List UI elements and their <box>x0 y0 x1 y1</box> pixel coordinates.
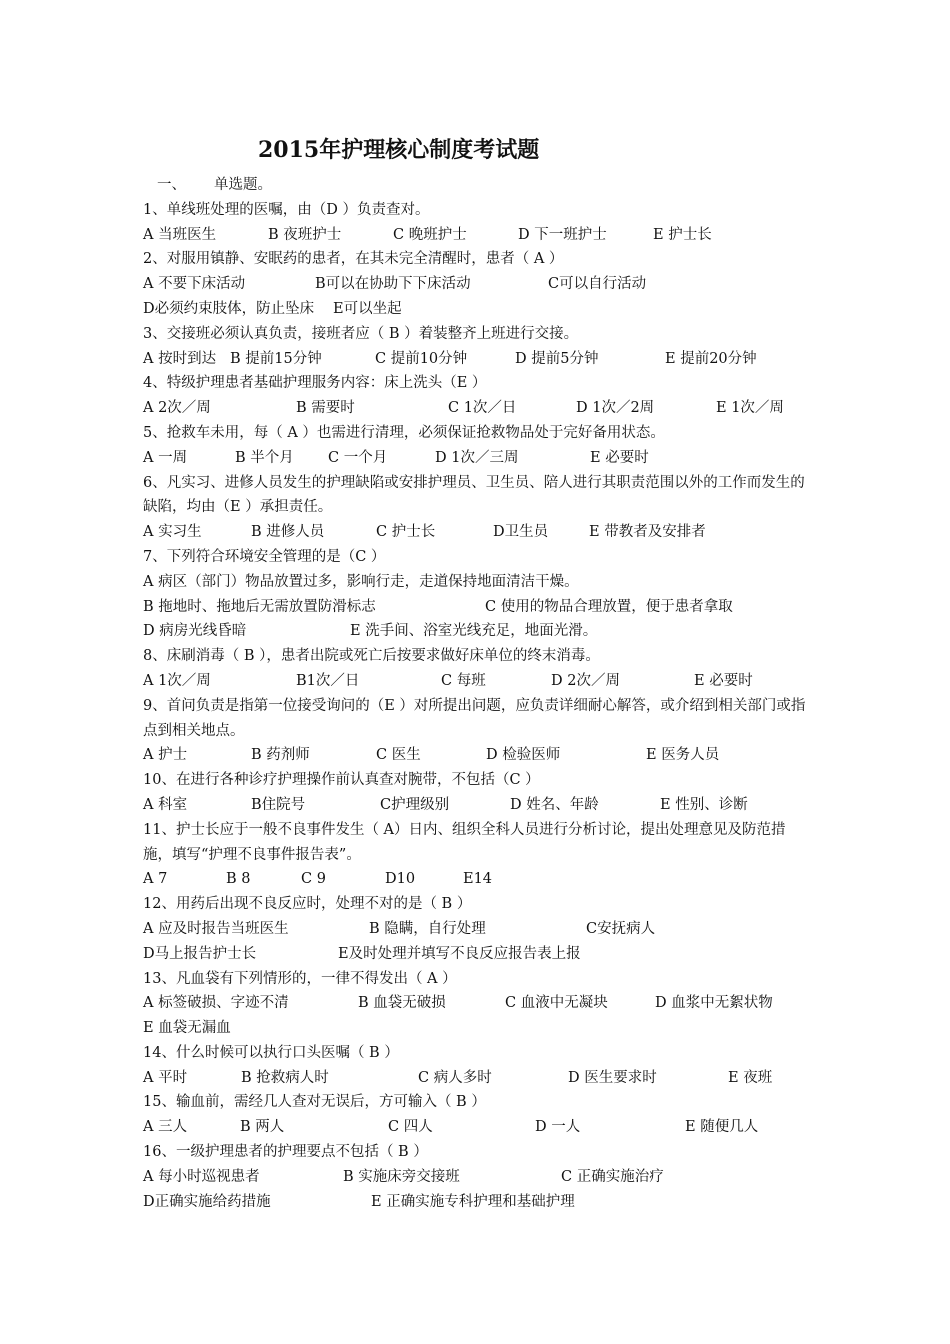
answer-option: A 三人 <box>143 1119 188 1136</box>
answer-option: E 必要时 <box>590 449 649 466</box>
question-list <box>143 173 813 1214</box>
answer-option: D 一人 <box>535 1119 581 1136</box>
options-row <box>143 347 813 372</box>
answer-option: A 标签破损、字迹不清 <box>143 995 289 1012</box>
question-text: 13、凡血袋有下列情形的，一律不得发出（ A ） <box>143 970 457 987</box>
answer-option: A 每小时巡视患者 <box>143 1168 260 1185</box>
answer-option: C 正确实施治疗 <box>561 1168 664 1185</box>
section-heading <box>143 173 813 198</box>
answer-option: C 使用的物品合理放置，便于患者拿取 <box>485 598 733 615</box>
answer-option: A 1次／周 <box>143 672 211 689</box>
question-text: 1、单线班处理的医嘱，由（D ）负责查对。 <box>143 201 430 218</box>
question-text: 7、下列符合环境安全管理的是（C ） <box>143 548 386 565</box>
answer-option: E 夜班 <box>728 1069 773 1086</box>
section-number: 一、 <box>157 177 186 193</box>
question-text: 4、特级护理患者基础护理服务内容：床上洗头（E ） <box>143 375 487 392</box>
answer-option: D 检验医师 <box>486 747 561 764</box>
answer-option: B 抢救病人时 <box>241 1069 329 1086</box>
answer-option: C可以自行活动 <box>548 276 647 293</box>
answer-option: B 拖地时、拖地后无需放置防滑标志 <box>143 598 376 615</box>
question-text: 10、在进行各种诊疗护理操作前认真查对腕带，不包括（C ） <box>143 772 540 789</box>
answer-option: B 隐瞒，自行处理 <box>369 920 486 937</box>
answer-option: D马上报告护士长 <box>143 945 257 962</box>
answer-option: C 护士长 <box>376 524 436 541</box>
options-row <box>143 223 813 248</box>
answer-option: D 1次／2周 <box>576 400 655 417</box>
answer-option: D卫生员 <box>493 524 549 541</box>
answer-option: B 提前15分钟 <box>230 350 322 367</box>
options-row <box>143 1165 813 1190</box>
options-row <box>143 942 813 967</box>
options-row <box>143 520 813 545</box>
options-row <box>143 446 813 471</box>
options-row <box>143 396 813 421</box>
answer-option: E 护士长 <box>653 226 712 243</box>
options-row <box>143 743 813 768</box>
answer-option: B 药剂师 <box>251 747 310 764</box>
answer-option: B住院号 <box>251 796 306 813</box>
answer-option: C 血液中无凝块 <box>505 995 608 1012</box>
options-row <box>143 991 813 1016</box>
options-row <box>143 619 813 644</box>
options-row <box>143 272 813 297</box>
answer-option: E可以坐起 <box>333 300 402 317</box>
question-text: 3、交接班必须认真负责，接班者应（ B ）着装整齐上班进行交接。 <box>143 325 579 342</box>
question-text: 5、抢救车未用，每（ A ）也需进行清理，必须保证抢救物品处于完好备用状态。 <box>143 424 665 441</box>
answer-option: A 病区（部门）物品放置过多，影响行走，走道保持地面清洁干燥。 <box>143 573 579 590</box>
answer-option: B 夜班护士 <box>268 226 342 243</box>
answer-option: E14 <box>463 871 493 888</box>
answer-option: E 提前20分钟 <box>665 350 757 367</box>
options-row <box>143 1115 813 1140</box>
options-row <box>143 1016 813 1041</box>
section-label: 单选题。 <box>214 177 272 193</box>
answer-option: E 随便几人 <box>685 1119 759 1136</box>
answer-option: E 带教者及安排者 <box>589 524 706 541</box>
answer-option: E 必要时 <box>694 672 753 689</box>
answer-option: A 平时 <box>143 1069 188 1086</box>
answer-option: A 7 <box>143 871 168 888</box>
answer-option: D 2次／周 <box>551 672 620 689</box>
answer-option: C安抚病人 <box>586 920 656 937</box>
answer-option: D 提前5分钟 <box>515 350 599 367</box>
options-row <box>143 570 813 595</box>
answer-option: A 不要下床活动 <box>143 276 246 293</box>
question-text: 16、一级护理患者的护理要点不包括（ B ） <box>143 1144 428 1161</box>
options-row <box>143 297 813 322</box>
question-text: 12、用药后出现不良反应时，处理不对的是（ B ） <box>143 896 472 913</box>
answer-option: A 按时到达 <box>143 350 217 367</box>
answer-option: B 需要时 <box>296 400 355 417</box>
answer-option: E及时处理并填写不良反应报告表上报 <box>338 945 581 962</box>
answer-option: D 血浆中无絮状物 <box>655 995 773 1012</box>
answer-option: E 性别、诊断 <box>660 796 748 813</box>
answer-option: C 医生 <box>376 747 421 764</box>
page-title: 2015年护理核心制度考试题 <box>258 137 540 163</box>
question-text: 11、护士长应于一般不良事件发生（ A）日内、组织全科人员进行分析讨论，提出处理意见及防范措施，填写“护理不良事件报告表”。 <box>143 821 786 863</box>
options-row <box>143 595 813 620</box>
options-row <box>143 669 813 694</box>
answer-option: A 科室 <box>143 796 188 813</box>
answer-option: B 实施床旁交接班 <box>343 1168 460 1185</box>
answer-option: B 血袋无破损 <box>358 995 446 1012</box>
answer-option: D 1次／三周 <box>435 449 519 466</box>
question-text: 9、首问负责是指第一位接受询问的（E ）对所提出问题，应负责详细耐心解答，或介绍到相关部门或指点到相关地点。 <box>143 697 806 739</box>
answer-option: C 四人 <box>388 1119 433 1136</box>
answer-option: C 每班 <box>441 672 486 689</box>
options-row <box>143 793 813 818</box>
answer-option: C护理级别 <box>380 796 450 813</box>
question-text: 15、输血前，需经几人查对无误后，方可输入（ B ） <box>143 1094 486 1111</box>
answer-option: C 一个月 <box>328 449 388 466</box>
answer-option: E 1次／周 <box>716 400 784 417</box>
answer-option: B可以在协助下下床活动 <box>315 276 471 293</box>
answer-option: A 一周 <box>143 449 188 466</box>
answer-option: B 进修人员 <box>251 524 325 541</box>
question-text: 6、凡实习、进修人员发生的护理缺陷或安排护理员、卫生员、陪人进行其职责范围以外的工作而发生的缺陷，均由（E ）承担责任。 <box>143 474 805 516</box>
answer-option: A 护士 <box>143 747 188 764</box>
answer-option: A 2次／周 <box>143 400 211 417</box>
answer-option: C 提前10分钟 <box>375 350 468 367</box>
answer-option: E 洗手间、浴室光线充足，地面光滑。 <box>350 623 598 640</box>
answer-option: D正确实施给药措施 <box>143 1193 271 1210</box>
answer-option: E 血袋无漏血 <box>143 1020 231 1037</box>
answer-option: E 正确实施专科护理和基础护理 <box>371 1193 575 1210</box>
answer-option: B1次／日 <box>296 672 360 689</box>
answer-option: B 两人 <box>240 1119 285 1136</box>
question-text: 2、对服用镇静、安眠药的患者，在其未完全清醒时，患者（ A ） <box>143 251 564 268</box>
options-row <box>143 1190 813 1215</box>
answer-option: C 病人多时 <box>418 1069 492 1086</box>
question-text: 14、什么时候可以执行口头医嘱（ B ） <box>143 1044 399 1061</box>
answer-option: B 8 <box>226 871 251 888</box>
answer-option: B 半个月 <box>235 449 294 466</box>
answer-option: A 实习生 <box>143 524 202 541</box>
answer-option: D 医生要求时 <box>568 1069 657 1086</box>
options-row <box>143 1066 813 1091</box>
answer-option: D必须约束肢体，防止坠床 <box>143 300 315 317</box>
options-row <box>143 867 813 892</box>
question-text: 8、床刷消毒（ B ），患者出院或死亡后按要求做好床单位的终末消毒。 <box>143 648 600 665</box>
answer-option: E 医务人员 <box>646 747 720 764</box>
answer-option: D 姓名、年龄 <box>510 796 599 813</box>
answer-option: A 当班医生 <box>143 226 217 243</box>
answer-option: C 1次／日 <box>448 400 517 417</box>
answer-option: D 病房光线昏暗 <box>143 623 247 640</box>
answer-option: D 下一班护士 <box>518 226 607 243</box>
options-row <box>143 917 813 942</box>
answer-option: A 应及时报告当班医生 <box>143 920 289 937</box>
answer-option: C 9 <box>301 871 326 888</box>
answer-option: C 晚班护士 <box>393 226 467 243</box>
answer-option: D10 <box>385 871 416 888</box>
